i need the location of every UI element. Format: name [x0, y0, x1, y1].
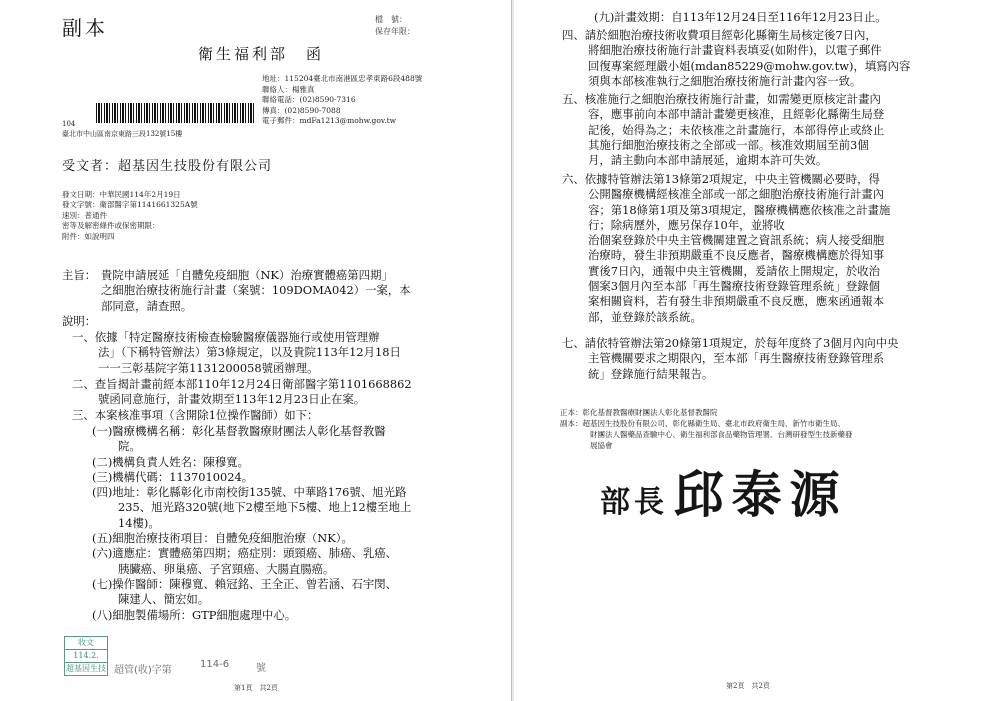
- item-5-line: 記後，始得為之；未依核准之計畫施行，本部得停止或終止: [588, 122, 885, 137]
- sub-item: 14樓)。: [118, 515, 160, 530]
- item-3-title: 三、本案核准事項（含開除1位操作醫師）如下：: [72, 408, 319, 422]
- sub-item: (三)機構代碼：1137010024。: [92, 469, 254, 484]
- handwritten-number: 114-6: [200, 659, 230, 670]
- file-number-label: 檔 號：: [375, 15, 407, 24]
- sub-item: 胰臟癌、卵巢癌、子宮頸癌、大腸直腸癌。: [118, 561, 335, 576]
- sub-item: 陳建人、簡宏如。: [118, 592, 210, 607]
- item-6-line: 治個案登錄於中央主管機關建置之資訊系統；病人接受細胞: [588, 233, 885, 248]
- sub-item: (五)細胞治療技術項目：自體免疫細胞治療（NK）。: [92, 531, 353, 546]
- document-number: 發文字號：衛部醫字第1141661325A號: [62, 200, 198, 210]
- item-3-subitems: [92, 424, 411, 623]
- item-3-9: (九)計畫效期：自113年12月24日至116年12月23日止。: [594, 10, 887, 24]
- item-7-line: 統」登錄施行結果報告。: [588, 366, 714, 381]
- stamp-line: 收文: [65, 637, 107, 650]
- cc-line: 展協會: [590, 441, 613, 450]
- page-number: 第1頁 共2頁: [234, 684, 278, 692]
- contact-fax: 傳真：(02)8590-7088: [262, 105, 341, 115]
- item-4-line: 須與本部核准執行之細胞治療技術施行計畫內容一致。: [588, 73, 862, 88]
- copy-mark: 副本: [62, 16, 108, 40]
- contact-address: 地址：115204臺北市南港區忠孝東路6段488號: [262, 74, 423, 83]
- sub-item: (六)適應症：實體癌第四期；癌症別：頭頸癌、肺癌、乳癌、: [92, 546, 398, 561]
- subject-text: [101, 268, 411, 314]
- sub-item: (七)操作醫師：陳穆寬、賴冠銘、王全正、曾若涵、石宇閔、: [92, 576, 398, 591]
- item-6-line: 治療時，發生非預期嚴重不良反應者，醫療機構應於得知事: [588, 248, 885, 263]
- attachment: 附件：如說明四: [62, 231, 115, 241]
- item-4-line: 將細胞治療技術施行計畫資料表填妥(如附件)，以電子郵件: [588, 43, 882, 58]
- item-6-line: 部，並登錄於該系統。: [588, 309, 702, 324]
- page-number: 第2頁 共2頁: [726, 682, 770, 690]
- item-5-line: 月，請主動向本部申請展延，逾期本許可失效。: [588, 153, 828, 168]
- item-4: [562, 28, 910, 89]
- item-1-line: 法」（下稱特管辦法）第3條規定，以及貴院113年12月18日: [98, 345, 401, 360]
- contact-phone: 聯絡電話：(02)8590-7316: [262, 95, 356, 105]
- contact-email: 電子郵件：mdFa1213@mohw.gov.tw: [262, 116, 397, 126]
- issue-date: 發文日期：中華民國114年2月19日: [62, 190, 181, 199]
- item-5-line: 其施行細胞治療技術之全部或一部。核准效期屆至前3個: [588, 137, 869, 152]
- barcode: [96, 103, 256, 123]
- sub-item: (四)地址：彰化縣彰化市南校街135號、中華路176號、旭光路: [92, 485, 407, 500]
- subject-label: 主旨：: [62, 268, 97, 282]
- item-6-line: 實後7日內，通報中央主管機關，爰請依上開規定，於收治: [588, 263, 881, 278]
- postal-code: 104: [62, 120, 76, 128]
- urgency: 速別：普通件: [62, 210, 107, 220]
- sub-item: 235、旭光路320號(地下2樓至地下5樓、地上12樓至地上: [118, 500, 412, 515]
- recipient: 受文者：超基因生技股份有限公司: [62, 159, 273, 174]
- org-title: 衛生福利部 函: [198, 45, 325, 63]
- stamp-line: 114.2.: [65, 650, 107, 663]
- item-6-line: 容；第18條第1項及第3項規定，醫療機構應依核准之計畫施: [588, 202, 891, 217]
- item-5-line: 五、核准施行之細胞治療技術施行計畫，如需變更原核定計畫內: [562, 92, 881, 106]
- item-7-line: 主管機關要求之期限內，至本部「再生醫療技術登錄管理系: [588, 351, 885, 366]
- item-6-line: 六、依據特管辦法第13條第2項規定，中央主管機關必要時，得: [562, 172, 880, 186]
- item-2-line: 二、查旨揭計畫前經本部110年12月24日衛部醫字第1101668862: [72, 377, 412, 391]
- document-page-2: [514, 0, 1000, 701]
- meta-block: [62, 190, 198, 242]
- item-4-line: 四、請於細胞治療技術收費項目經彰化縣衛生局核定後7日內，: [562, 28, 877, 42]
- mailing-address: 臺北市中山區南京東路三段132號15樓: [62, 130, 183, 138]
- subject-line: 之細胞治療技術施行計畫（案號：109DOMA042）一案，本: [101, 283, 411, 298]
- classification: 密等及解密條件或保密期限：: [62, 221, 160, 231]
- file-info: [375, 14, 415, 38]
- sub-item: (一)醫療機構名稱：彰化基督教醫療財團法人彰化基督教醫: [92, 424, 386, 438]
- item-1-line: 一一三彰基院字第1131200058號函辦理。: [98, 360, 319, 375]
- item-6-line: 案相關資料，若有發生非預期嚴重不良反應，應來函通報本: [588, 294, 885, 309]
- stamp-line: 超基因生技: [66, 664, 106, 673]
- contact-person: 聯絡人：楊雅真: [262, 84, 315, 94]
- item-6-line: 公開醫療機構經核准全部或一部之細胞治療技術施行計畫內: [588, 187, 885, 202]
- item-6-line: 行；除病歷外，應另保存10年，並將收: [588, 217, 785, 232]
- distribution: [560, 407, 853, 451]
- handwritten-ref: 超管(收)字第: [114, 665, 172, 676]
- cc-line: 副本：超基因生技股份有限公司、彰化縣衛生局、臺北市政府衛生局、新竹市衛生局、: [560, 419, 845, 428]
- minister-title: 部長: [600, 485, 668, 520]
- subject-line: 部同意，請查照。: [101, 298, 193, 313]
- subject-line: 貴院申請展延「自體免疫細胞（NK）治療實體癌第四期」: [101, 268, 393, 282]
- minister-name: 邱泰源: [673, 466, 848, 524]
- item-5-line: 容，應事前向本部申請計畫變更核准，且經彰化縣衛生局登: [588, 107, 885, 122]
- item-6: [562, 172, 890, 325]
- item-5: [562, 92, 884, 168]
- item-4-line: 回復專案經理嚴小姐(mdan85229@mohw.gov.tw)，填寫內容: [588, 58, 911, 73]
- item-7: [562, 336, 899, 382]
- item-2: [72, 377, 412, 408]
- item-6-line: 個案3個月內至本部「再生醫療技術登錄管理系統」登錄個: [588, 279, 881, 294]
- handwritten-word: 號: [256, 663, 266, 674]
- sub-item: (二)機構負責人姓名：陳穆寬。: [92, 454, 249, 469]
- sub-item: (八)細胞製備場所：GTP細胞處理中心。: [92, 607, 297, 622]
- item-2-line: 號函同意施行，計畫效期至113年12月23日止在案。: [98, 392, 366, 407]
- minister-signature: [600, 455, 848, 527]
- main-recipient: 正本：彰化基督教醫療財團法人彰化基督教醫院: [560, 408, 718, 417]
- item-7-line: 七、請依特管辦法第20條第1項規定，於每年度終了3個月內向中央: [562, 336, 899, 350]
- item-1: [72, 330, 401, 376]
- contact-block: [262, 74, 422, 127]
- receipt-stamp: [64, 636, 108, 676]
- retention-label: 保存年限：: [375, 27, 415, 36]
- item-1-line: 一、依據「特定醫療技術檢查檢驗醫療儀器施行或使用管理辦: [72, 330, 380, 344]
- explanation-label: 說明：: [62, 314, 97, 328]
- cc-line: 財團法人醫藥品查驗中心、衛生福利部食品藥物管理署、台灣研發型生技新藥發: [590, 430, 853, 439]
- sub-item: 院。: [118, 439, 141, 454]
